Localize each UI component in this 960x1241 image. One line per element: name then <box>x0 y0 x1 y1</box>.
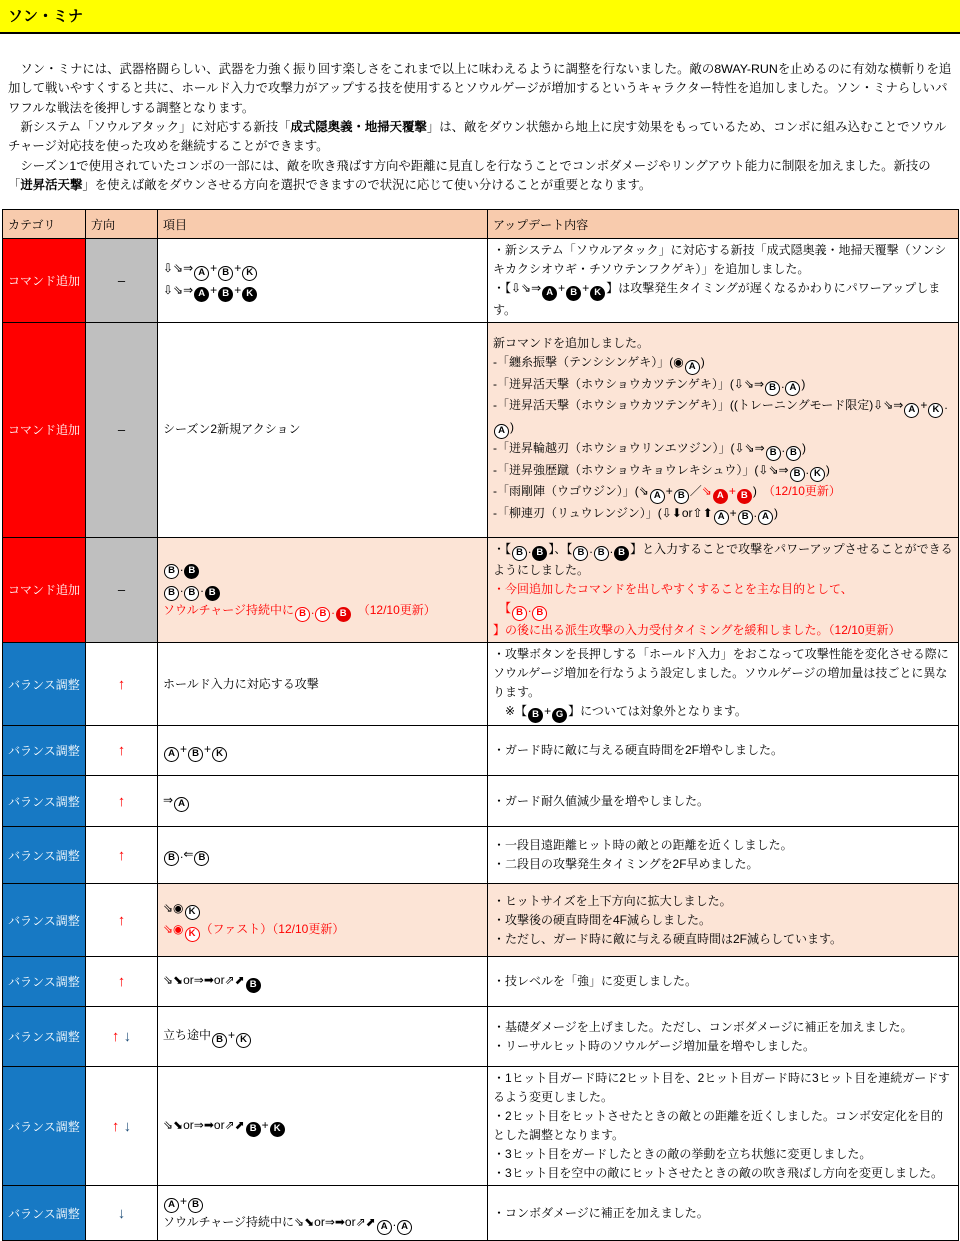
text-segment: -「迸昇強歴蹴（ホウショウキョウレキシュウ）」(⇩⇘⇒ <box>493 462 789 477</box>
text-segment: + <box>228 1028 236 1043</box>
text-segment: ⇘⬊or⇒➡or⇗⬈ <box>163 973 245 988</box>
btn-b-icon: B <box>336 607 351 622</box>
table-row <box>3 1007 959 1067</box>
text-segment: ⇘◉ <box>163 900 184 915</box>
text-line <box>493 702 953 724</box>
text-segment: ↓ <box>123 1117 132 1135</box>
text-segment: + <box>180 1193 188 1208</box>
table-row <box>3 957 959 1007</box>
text-segment: -「迸昇活天撃（ホウショウカツテンゲキ）」((トレーニングモード限定)⇩⇘⇒ <box>493 398 904 413</box>
btn-b-icon: B <box>295 607 310 622</box>
text-line <box>163 1116 482 1138</box>
text-segment: ↑ <box>117 911 126 929</box>
page-title-bar <box>0 0 960 34</box>
direction-cell <box>86 827 158 884</box>
item-cell <box>158 827 488 884</box>
btn-b-icon: B <box>194 851 209 866</box>
btn-a-icon: A <box>164 747 179 762</box>
text-segment: + <box>544 703 552 718</box>
text-line <box>493 540 953 581</box>
text-line <box>163 281 482 303</box>
item-cell <box>158 1007 488 1067</box>
text-segment: + <box>234 282 242 297</box>
text-segment: -「迸昇輪越刃（ホウショウリンエツジン）」(⇩⇘⇒ <box>493 441 765 456</box>
text-segment: – <box>117 582 126 598</box>
direction-cell <box>86 1007 158 1067</box>
item-cell <box>158 726 488 776</box>
btn-b-icon: B <box>212 1033 227 1048</box>
item-cell <box>158 1067 488 1186</box>
text-segment: + <box>210 282 218 297</box>
text-line <box>163 579 482 601</box>
header-item: 項目 <box>158 210 488 239</box>
text-segment: 新コマンドを追加しました。 <box>493 336 650 351</box>
text-segment: ↑ <box>117 675 126 693</box>
text-line <box>493 439 953 461</box>
category-cell: バランス調整 <box>3 1007 86 1067</box>
item-cell <box>158 642 488 726</box>
text-segment: 」を使えば敵をダウンさせる方向を選択できますので状況に応じて使い分けることが重要となります。 <box>82 178 652 193</box>
text-segment: ↑ <box>111 1028 120 1046</box>
text-segment: . <box>609 541 614 556</box>
text-segment: . <box>392 1215 397 1230</box>
btn-a-icon: A <box>174 797 189 812</box>
btn-b-icon: B <box>188 1198 203 1213</box>
text-segment: ) <box>801 376 806 391</box>
text-segment: ⇘ <box>701 484 712 499</box>
text-segment: .⇐ <box>180 846 194 861</box>
text-segment: -「雨剛陣（ウゴウジン）」(⇘ <box>493 484 649 499</box>
text-segment: -「迸昇活天撃（ホウショウカツテンゲキ）」(⇩⇘⇒ <box>493 376 765 391</box>
btn-a-icon: A <box>194 266 209 281</box>
btn-b-icon: B <box>218 287 233 302</box>
text-segment: ) <box>773 505 778 520</box>
update-cell <box>488 322 959 537</box>
header-direction: 方向 <box>86 210 158 239</box>
text-segment: + <box>204 742 212 757</box>
text-segment: 【 <box>493 601 512 616</box>
text-segment: . <box>753 505 757 520</box>
text-segment: + <box>729 505 737 520</box>
text-segment: + <box>180 742 188 757</box>
btn-k-icon: K <box>236 1033 251 1048</box>
text-line <box>493 334 953 353</box>
text-segment: + <box>728 484 736 499</box>
text-segment: ・攻撃後の硬直時間を4F減らしました。 <box>493 912 712 927</box>
text-line <box>163 971 482 993</box>
text-segment: + <box>920 398 928 413</box>
text-segment: . <box>311 602 315 617</box>
text-segment: 】については対象外となります。 <box>568 703 747 718</box>
text-line <box>493 461 953 483</box>
text-line <box>163 920 482 942</box>
direction-cell <box>86 1067 158 1186</box>
item-cell <box>158 884 488 957</box>
intro-paragraph-1 <box>8 60 952 118</box>
btn-k-icon: K <box>810 467 825 482</box>
text-segment: ↑ <box>117 742 126 760</box>
update-cell <box>488 726 959 776</box>
btn-b-icon: B <box>315 607 330 622</box>
text-line <box>493 930 953 949</box>
btn-b-icon: B <box>573 546 588 561</box>
btn-b-icon: B <box>566 286 581 301</box>
btn-b-icon: B <box>164 586 179 601</box>
btn-a-icon: A <box>164 1198 179 1213</box>
category-cell: コマンド追加 <box>3 537 86 642</box>
table-row <box>3 776 959 827</box>
text-line <box>163 259 482 281</box>
text-line <box>493 580 953 599</box>
text-segment: . <box>180 581 184 596</box>
text-segment: ↑ <box>117 846 126 864</box>
btn-b-icon: B <box>765 381 780 396</box>
text-segment: ・リーサルヒット時のソウルゲージ増加量を増やしました。 <box>493 1038 815 1053</box>
item-cell <box>158 537 488 642</box>
text-line <box>493 1107 953 1145</box>
btn-b-icon: B <box>737 489 752 504</box>
btn-a-icon: A <box>685 360 700 375</box>
category-cell: バランス調整 <box>3 1186 86 1241</box>
text-line <box>163 675 482 694</box>
text-segment: （12/10更新） <box>756 484 841 499</box>
page-title: ソン・ミナ <box>8 8 84 25</box>
btn-k-icon: K <box>185 927 200 942</box>
text-segment: ・ただし、ガード時に敵に与える硬直時間は2F減らしています。 <box>493 931 843 946</box>
text-segment: ・新システム「ソウルアタック」に対応する新技「成式隠奥義・地掃天覆撃（ソンシキカクシオウギ・チソウテンフクゲキ）」を追加しました。 <box>493 243 947 277</box>
btn-b-icon: B <box>164 851 179 866</box>
table-row <box>3 322 959 537</box>
btn-b-icon: B <box>738 510 753 525</box>
text-segment: ・二段目の攻撃発生タイミングを2F早めました。 <box>493 857 759 872</box>
btn-b-icon: B <box>184 564 199 579</box>
text-segment: + <box>665 484 673 499</box>
text-line <box>163 1213 482 1235</box>
text-line <box>493 836 953 855</box>
btn-a-icon: A <box>542 286 557 301</box>
text-line <box>493 855 953 874</box>
btn-a-icon: A <box>758 510 773 525</box>
text-line <box>493 1037 953 1056</box>
text-segment: ・技レベルを「強」に変更しました。 <box>493 974 698 989</box>
btn-a-icon: A <box>377 1220 392 1235</box>
direction-cell <box>86 537 158 642</box>
text-segment: シーズン1で使用されていたコンボの一部には、敵を吹き飛ばす方向や距離に見直しを行なうことでコンボダメージやリングアウト能力に制限を加えました。新技の「 <box>8 158 931 193</box>
direction-cell <box>86 322 158 537</box>
text-segment: 】と入力することで攻撃をパワーアップさせることができるようにしました。 <box>493 541 953 578</box>
table-row <box>3 537 959 642</box>
text-segment: ↑ <box>117 792 126 810</box>
btn-a-icon: A <box>904 403 919 418</box>
btn-a-icon: A <box>397 1220 412 1235</box>
text-segment: . <box>944 398 948 413</box>
btn-k-icon: K <box>212 747 227 762</box>
text-segment: ・【⇩⇘⇒ <box>493 281 542 296</box>
text-segment: ・一段目遠距離ヒット時の敵との距離を近くしました。 <box>493 838 793 853</box>
text-segment: . <box>781 441 785 456</box>
btn-b-icon: B <box>184 586 199 601</box>
text-segment: （ファスト）（12/10更新） <box>200 922 345 937</box>
text-segment: ) <box>825 462 830 477</box>
text-line <box>493 599 953 640</box>
btn-b-icon: B <box>674 489 689 504</box>
text-segment: . <box>528 601 532 616</box>
text-segment: ⇩⇘⇒ <box>163 282 194 297</box>
btn-a-icon: A <box>494 424 509 439</box>
intro-section <box>0 34 960 205</box>
text-line <box>493 353 953 375</box>
text-line <box>163 420 482 439</box>
direction-cell <box>86 884 158 957</box>
btn-a-icon: A <box>714 510 729 525</box>
text-segment: . <box>781 376 785 391</box>
direction-cell <box>86 776 158 827</box>
btn-b-icon: B <box>532 606 547 621</box>
text-segment: + <box>558 281 566 296</box>
btn-k-icon: K <box>242 287 257 302</box>
direction-cell <box>86 1186 158 1241</box>
text-segment: ↑ <box>111 1117 120 1135</box>
text-segment: 立ち途中 <box>163 1028 212 1043</box>
table-row <box>3 1067 959 1186</box>
text-segment: . <box>589 541 593 556</box>
text-segment: シーズン2新規アクション <box>163 422 301 437</box>
update-cell <box>488 776 959 827</box>
text-segment: ⇘◉ <box>163 922 184 937</box>
btn-a-icon: A <box>713 489 728 504</box>
table-row <box>3 1186 959 1241</box>
text-segment: ・2ヒット目をヒットさせたときの敵との距離を近くしました。コンボ安定化を目的とした調整となります。 <box>493 1109 943 1143</box>
btn-a-icon: A <box>650 489 665 504</box>
text-line <box>493 972 953 991</box>
text-segment: ・今回追加したコマンドを出しやすくすることを主な目的として、 <box>493 582 853 597</box>
text-segment: ・3ヒット目を空中の敵にヒットさせたときの敵の吹き飛ばし方向を変更しました。 <box>493 1166 943 1181</box>
btn-b-icon: B <box>532 546 547 561</box>
text-segment: ) <box>510 419 514 434</box>
text-line <box>163 899 482 921</box>
text-segment: ⇩⇘⇒ <box>163 261 194 276</box>
btn-b-icon: B <box>594 546 609 561</box>
update-cell <box>488 537 959 642</box>
text-segment: ・攻撃ボタンを長押しする「ホールド入力」をおこなって攻撃性能を変化させる際にソウルゲージ増加を行なうよう設定しました。ソウルゲージの増加量は技ごとに異なります。 <box>493 646 949 699</box>
text-line <box>493 741 953 760</box>
btn-b-icon: B <box>614 546 629 561</box>
text-line <box>493 1018 953 1037</box>
table-row <box>3 239 959 323</box>
text-segment: ↓ <box>117 1204 126 1222</box>
btn-b-icon: B <box>528 708 543 723</box>
text-segment: 迸昇活天撃 <box>20 178 83 193</box>
text-segment: ・【 <box>493 541 512 556</box>
btn-a-icon: A <box>785 381 800 396</box>
text-segment: + <box>261 1117 269 1132</box>
text-segment: ソン・ミナには、武器格闘らしい、武器を力強く振り回す楽しさをこれまで以上に味わえるように調整を行ないました。敵の8WAY-RUNを止めるのに有効な横斬りを追加して戦いやすくすると共に、ホールド入力で攻撃力がアップする技を使用するとソウルゲージが増加するというキャラクター特性を追加しました。ソン・ミナらしいパワフルな戦法を後押しする調整となります。 <box>8 62 952 115</box>
text-line <box>493 645 953 702</box>
text-segment: ・1ヒット目ガード時に2ヒット目を、2ヒット目ガード時に3ヒット目を連続ガードするよう変更しました。 <box>493 1071 950 1105</box>
btn-b-icon: B <box>512 606 527 621</box>
text-segment: 】の後に出る派生攻撃の入力受付タイミングを緩和しました。（12/10更新） <box>493 622 901 637</box>
category-cell: コマンド追加 <box>3 322 86 537</box>
text-line <box>163 791 482 813</box>
table-row <box>3 827 959 884</box>
text-line <box>493 241 953 279</box>
text-segment: ソウルチャージ持続中に <box>163 602 295 617</box>
text-line <box>493 792 953 811</box>
category-cell: コマンド追加 <box>3 239 86 323</box>
update-cell <box>488 1067 959 1186</box>
text-line <box>493 1164 953 1183</box>
text-segment: + <box>582 281 590 296</box>
update-cell <box>488 827 959 884</box>
category-cell: バランス調整 <box>3 726 86 776</box>
update-table-body <box>3 239 959 1241</box>
text-line <box>163 558 482 580</box>
item-cell <box>158 776 488 827</box>
btn-b-icon: B <box>512 546 527 561</box>
update-cell <box>488 1007 959 1067</box>
header-update: アップデート内容 <box>488 210 959 239</box>
text-segment: ／ <box>689 484 702 499</box>
item-cell <box>158 322 488 537</box>
text-segment: 新システム「ソウルアタック」に対応する新技「 <box>8 120 291 135</box>
direction-cell <box>86 726 158 776</box>
text-line <box>163 845 482 867</box>
direction-cell <box>86 239 158 323</box>
btn-b-icon: B <box>205 586 220 601</box>
table-header-row <box>3 210 959 239</box>
table-row <box>3 726 959 776</box>
text-segment: -「柳連刃（リュウレンジン）」(⇩⬇or⇧⬆ <box>493 505 713 520</box>
text-segment: . <box>331 602 335 617</box>
text-segment: （12/10更新） <box>351 602 436 617</box>
text-segment: ・コンボダメージに補正を加えました。 <box>493 1205 709 1220</box>
text-segment: ・ガード時に敵に与える硬直時間を2F増やしました。 <box>493 743 784 758</box>
btn-k-icon: K <box>270 1122 285 1137</box>
text-segment: + <box>210 261 218 276</box>
text-segment: + <box>234 261 242 276</box>
text-line <box>163 740 482 762</box>
text-segment: 】、【 <box>548 541 573 556</box>
update-cell <box>488 957 959 1007</box>
text-line <box>493 911 953 930</box>
text-segment: ) <box>801 441 806 456</box>
item-cell <box>158 1186 488 1241</box>
text-segment: ・ヒットサイズを上下方向に拡大しました。 <box>493 893 732 908</box>
category-cell: バランス調整 <box>3 884 86 957</box>
btn-b-icon: B <box>786 446 801 461</box>
btn-k-icon: K <box>928 403 943 418</box>
text-segment: . <box>805 462 809 477</box>
text-segment: . <box>180 559 184 574</box>
btn-k-icon: K <box>590 286 605 301</box>
text-segment: ソウルチャージ持続中に⇘⬊or⇒➡or⇗⬈ <box>163 1215 376 1230</box>
text-segment: 成式隠奥義・地掃天覆撃 <box>290 120 427 135</box>
text-segment: ⇒ <box>163 792 174 807</box>
text-segment: . <box>200 581 204 596</box>
text-line <box>163 601 482 623</box>
btn-b-icon: B <box>790 467 805 482</box>
btn-k-icon: K <box>242 266 257 281</box>
text-segment: ↑ <box>117 973 126 991</box>
category-cell: バランス調整 <box>3 957 86 1007</box>
text-line <box>493 504 953 526</box>
text-segment: ↓ <box>123 1028 132 1046</box>
text-segment: ・基礎ダメージを上げました。ただし、コンボダメージに補正を加えました。 <box>493 1019 913 1034</box>
intro-paragraph-2 <box>8 118 952 157</box>
text-line <box>493 482 953 504</box>
category-cell: バランス調整 <box>3 827 86 884</box>
text-segment: ホールド入力に対応する攻撃 <box>163 676 319 691</box>
text-segment: -「纏糸振撃（テンシシンゲキ）」(◉ <box>493 355 684 370</box>
btn-b-icon: B <box>246 1122 261 1137</box>
btn-b-icon: B <box>164 564 179 579</box>
update-cell <box>488 239 959 323</box>
text-segment: 】は攻撃発生タイミングが遅くなるかわりにパワーアップします。 <box>493 281 941 317</box>
text-segment: ・3ヒット目をガードしたときの敵の挙動を立ち状態に変更しました。 <box>493 1147 872 1162</box>
text-segment: . <box>528 541 532 556</box>
btn-b-icon: B <box>218 266 233 281</box>
btn-b-icon: B <box>766 446 781 461</box>
intro-paragraph-3 <box>8 157 952 196</box>
item-cell <box>158 239 488 323</box>
text-segment: – <box>117 422 126 438</box>
table-row <box>3 884 959 957</box>
header-category: カテゴリ <box>3 210 86 239</box>
btn-b-icon: B <box>246 978 261 993</box>
text-segment: – <box>117 273 126 289</box>
update-cell <box>488 884 959 957</box>
text-segment: ⇘⬊or⇒➡or⇗⬈ <box>163 1117 245 1132</box>
item-cell <box>158 957 488 1007</box>
text-line <box>163 1026 482 1048</box>
category-cell: バランス調整 <box>3 776 86 827</box>
category-cell: バランス調整 <box>3 642 86 726</box>
update-table <box>2 209 959 1241</box>
update-cell <box>488 642 959 726</box>
category-cell: バランス調整 <box>3 1067 86 1186</box>
text-line <box>493 375 953 397</box>
text-segment: ・ガード耐久値減少量を増やしました。 <box>493 793 710 808</box>
table-row <box>3 642 959 726</box>
text-segment: ※【 <box>493 703 528 718</box>
text-line <box>493 1204 953 1223</box>
btn-g-icon: G <box>552 708 567 723</box>
direction-cell <box>86 642 158 726</box>
btn-a-icon: A <box>194 287 209 302</box>
text-line <box>493 279 953 320</box>
text-line <box>163 1192 482 1214</box>
text-segment: ) <box>700 355 705 370</box>
text-line <box>493 892 953 911</box>
text-line <box>493 1069 953 1107</box>
text-segment: ) <box>752 484 757 499</box>
btn-b-icon: B <box>188 747 203 762</box>
text-line <box>493 396 953 439</box>
text-segment: 」は、敵をダウン状態から地上に戻す効果をもっているため、コンボに組み込むことでソウルチャージ対応技を使った攻めを継続することができます。 <box>8 120 947 154</box>
btn-k-icon: K <box>185 905 200 920</box>
update-cell <box>488 1186 959 1241</box>
direction-cell <box>86 957 158 1007</box>
